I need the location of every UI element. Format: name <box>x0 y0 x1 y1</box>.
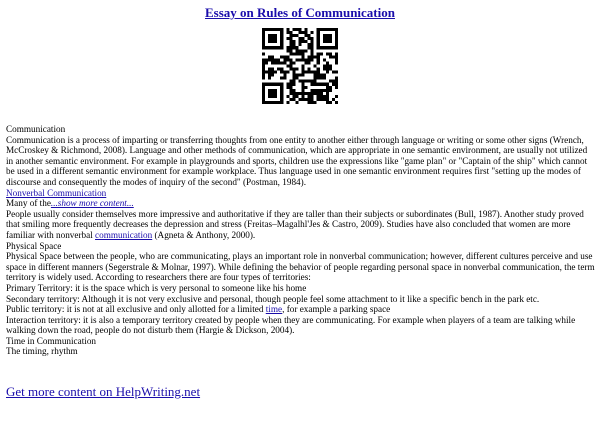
communication-heading: Communication <box>6 124 66 134</box>
time-inline-link[interactable]: time <box>265 304 283 315</box>
physical-space-heading: Physical Space <box>6 240 62 251</box>
essay-body <box>6 124 596 357</box>
show-more-link[interactable]: ...show more content... <box>50 198 134 209</box>
public-text-before: Public territory: it is not at all exclusive and only allotted for a limited <box>6 304 266 315</box>
communication-inline-link[interactable]: communication <box>95 229 153 240</box>
many-of-prefix: Many of the <box>6 198 51 209</box>
time-in-communication-heading: Time in Communication <box>6 335 97 346</box>
public-text-after: , for example a parking space <box>282 304 391 315</box>
people-text-before: People usually consider themselves more impressive and authoritative if they are taller than their subjects or subordinates (Bull, 1987). Another study proved that smiling more frequently decreases the depression and stress (Freitas–Magalhl'Jes & Castro, 2009). Studies have also concluded that women are more familiar with nonverbal <box>6 208 584 240</box>
primary-territory-line: Primary Territory: it is the space which is very personal to someone like his home <box>6 282 307 293</box>
public-territory-line <box>6 304 596 315</box>
interaction-territory-line: Interaction territory: it is also a temporary territory created by people when they are communicating. For example when players of a team are talking while walking down the road, people do not disturb them (Hargie & Dickson, 2004). <box>6 314 576 336</box>
people-text-after: (Agneta & Anthony, 2000). <box>152 229 256 240</box>
footer-link[interactable]: Get more content on HelpWriting.net <box>6 384 201 399</box>
physical-space-paragraph: Physical Space between the people, who are communicating, plays an important role in nonverbal communication; however, different cultures perceive and use space in different manners (Segerstrale & Molnar, 1997). While defining the behavior of people regarding personal space in nonverbal communication, the term territory is widely used. According to researchers there are four types of territories: <box>6 251 595 283</box>
people-paragraph <box>6 209 596 241</box>
timing-line: The timing, rhythm <box>6 346 78 357</box>
communication-paragraph: Communication is a process of imparting or transferring thoughts from one entity to another either through language or writing or some other signs (Wrench, McCroskey & Richmond, 2008). Language and other methods of communication, which are appropriate in one semantic environment, are usually not utilized in another semantic environment. For example in playgrounds and sports, children use the expressions like "game plan" or "Captain of the ship" which cannot be used in a different semantic environment for example workplace. Thus language used in one semantic environment requires first "setting up the modes of discourse and consequently the modes of inquiry of the second" (Postman, 1984). <box>6 134 588 187</box>
page-title-link[interactable]: Essay on Rules of Communication <box>205 5 395 20</box>
nonverbal-communication-link[interactable]: Nonverbal Communication <box>6 187 107 198</box>
qr-code-icon <box>262 28 338 104</box>
show-more-line <box>6 198 596 209</box>
secondary-territory-line: Secondary territory: Although it is not very exclusive and personal, though people feel some attachment to it like a specific bench in the park etc. <box>6 293 540 304</box>
